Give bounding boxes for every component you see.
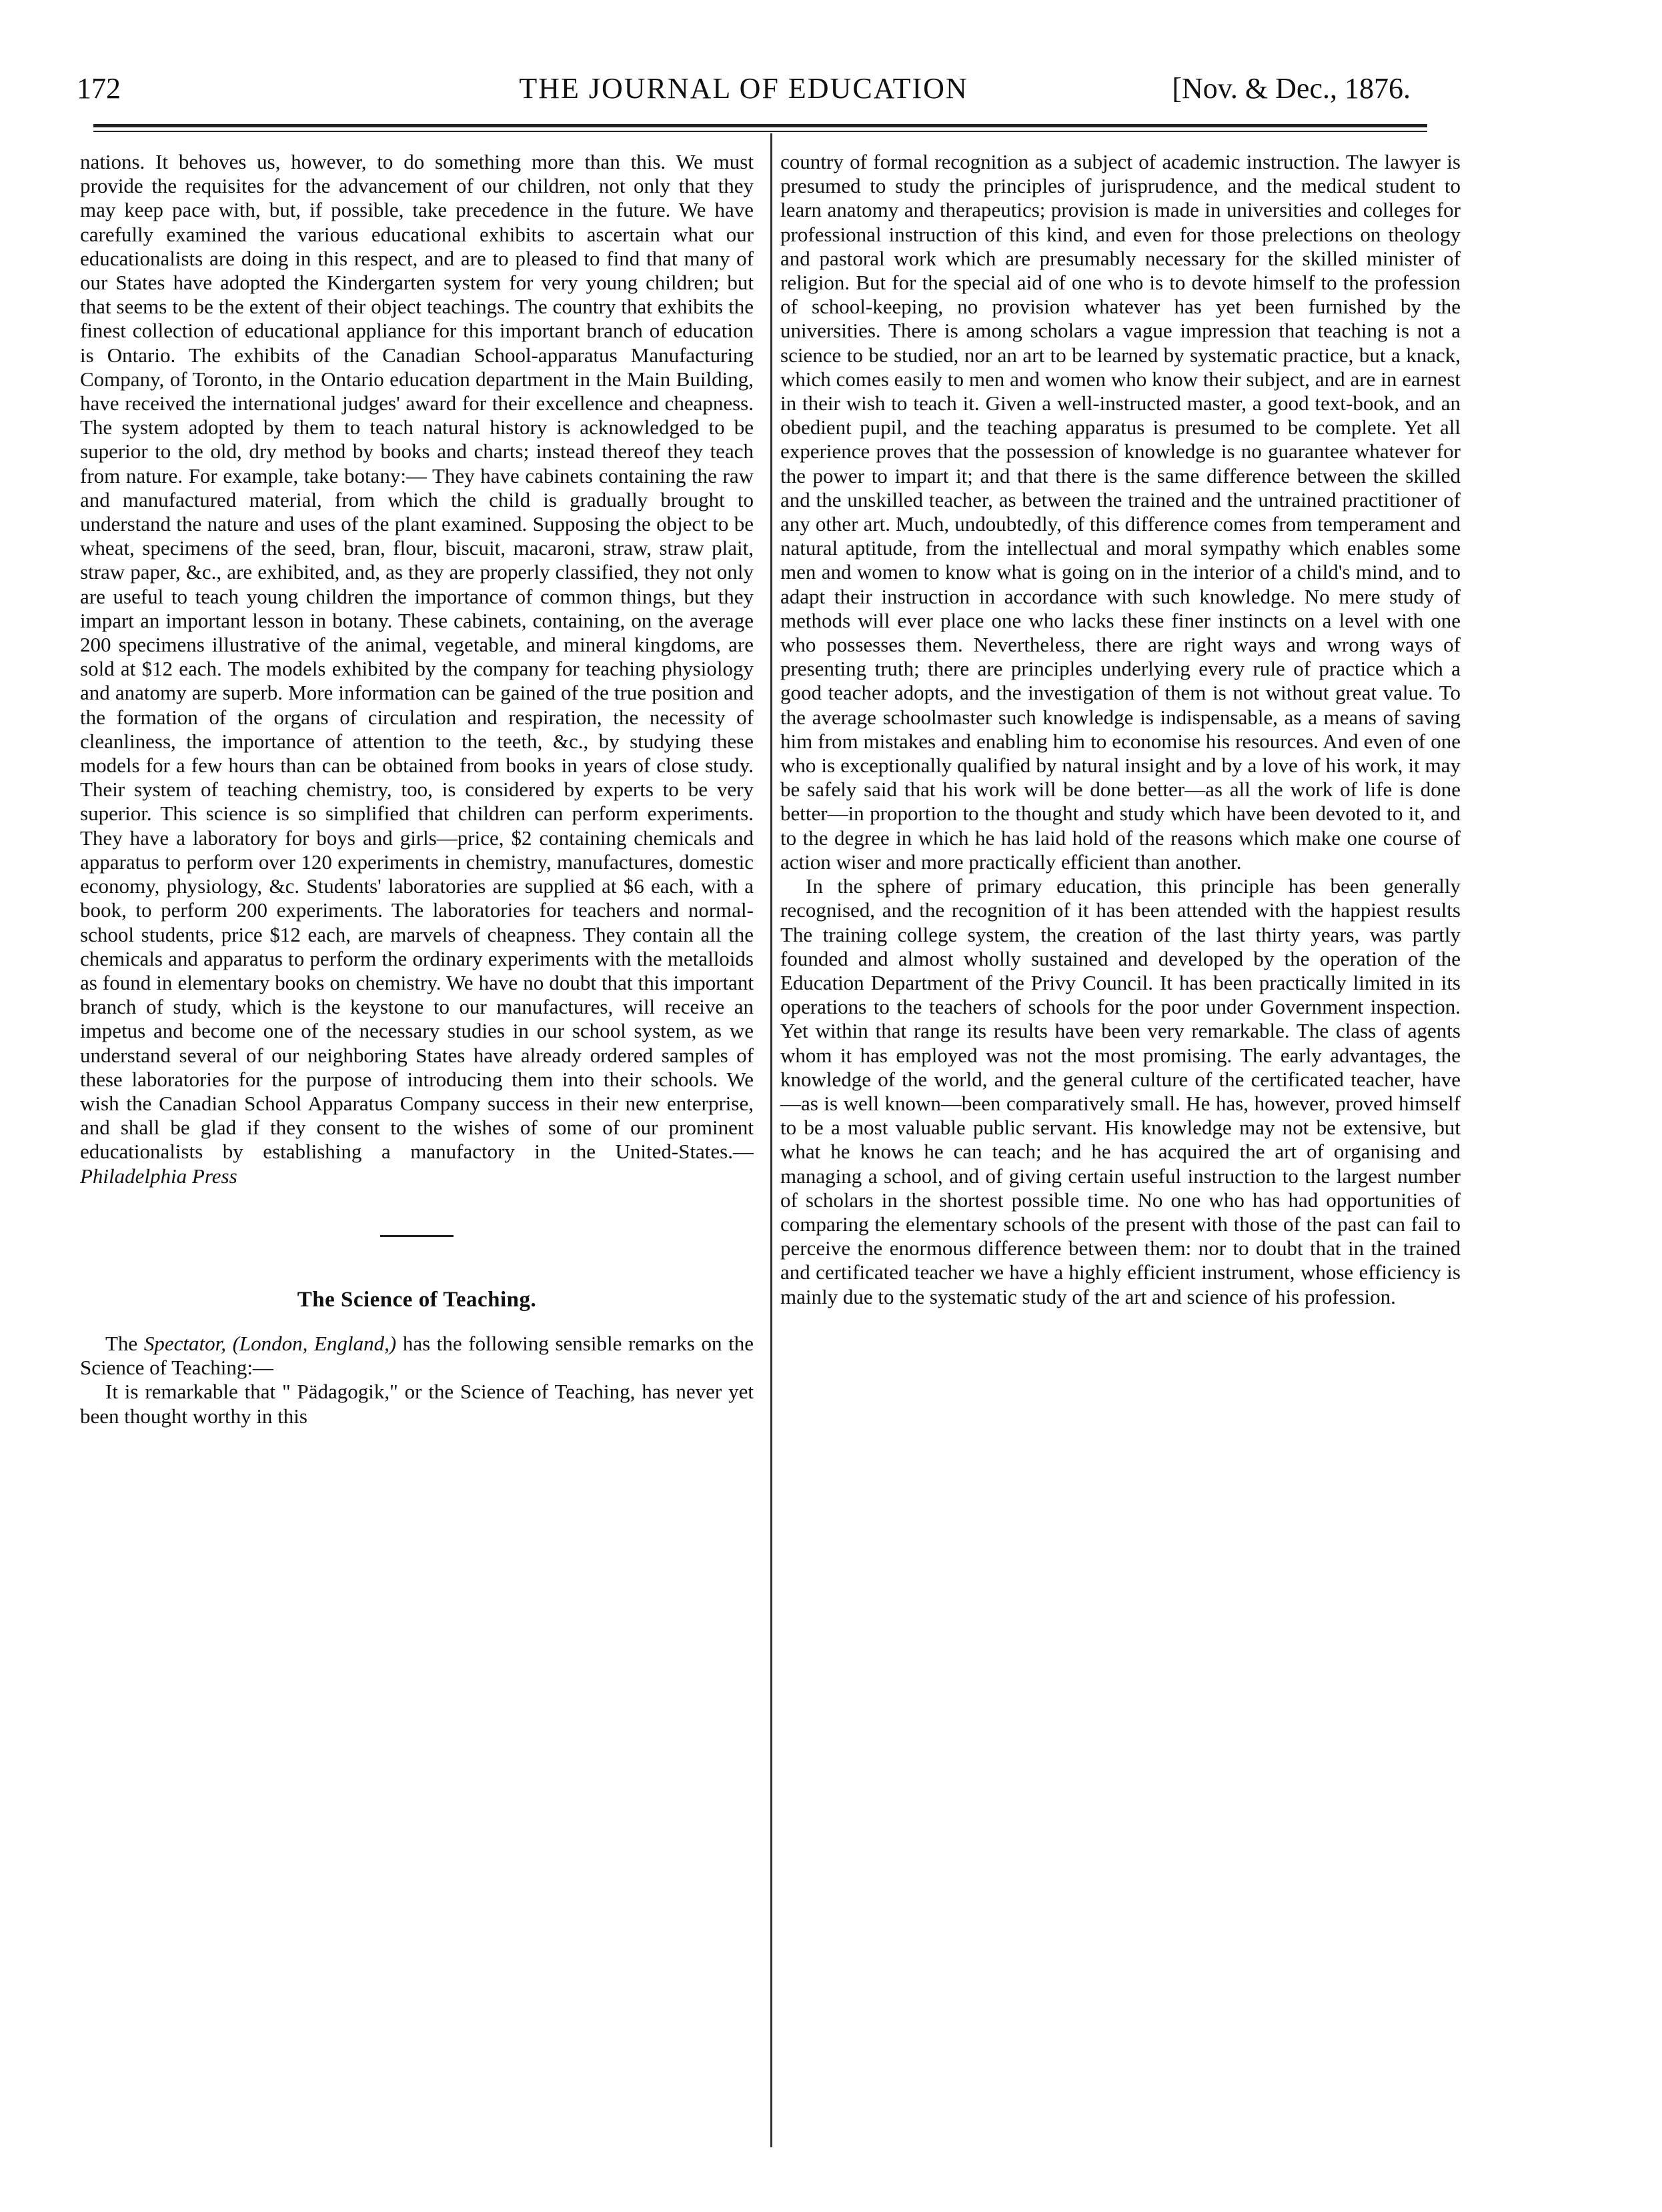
article2-paragraph-cont: country of formal recognition as a subject of academic instruction. The lawyer is presumed to study the principles of jurisprudence, and the medical student to learn anatomy and therapeutics; provision is made in universities and colleges for professional instruction of this kind, and even for those prelections on theology and pastoral work which are presumably necessary for the skilled minister of religion. But for the special aid of one who is to devote himself to the profession of school-keeping, no provision whatever has yet been furnished by the universities. There is among scholars a vague impression that teaching is not a science to be studied, nor an art to be learned by systematic practice, but a knack, which comes easily to men and women who know their subject, and are in earnest in their wish to teach it. Given a well-instructed master, a good text-book, and an obedient pupil, and the teaching apparatus is presumed to be complete. Yet all experience proves that the possession of knowledge is no guarantee whatever for the power to impart it; and that there is the same difference between the skilled and the unskilled teacher, as between the trained and the untrained practitioner of any other art. Much, undoubtedly, of this difference comes from temperament and natural aptitude, from the intellectual and moral sympathy which enables some men and women to know what is going on in the interior of a child's mind, and to adapt their instruction in accordance with such knowledge. No mere study of methods will ever place one who lacks these finer instincts on a level with one who possesses them. Nevertheless, there are right ways and wrong ways of presenting truth; there are principles underlying every rule of practice which a good teacher adopts, and the investigation of them is not without great value. To the average schoolmaster such knowledge is indispensable, as a means of saving him from mistakes and enabling him to economise his resources. And even of one who is exceptionally qualified by natural insight and by a love of his work, it may be safely said that his work will be done better—as all the work of life is done better—in proportion to the thought and study which have been devoted to it, and to the degree in which he has laid hold of the reasons which make one course of action wiser and more practically efficient than another. bbox=[780, 150, 1461, 874]
article2-paragraph-2: In the sphere of primary education, this principle has been generally recognised, and the recognition of it has been attended with the happiest results The training college system, the creation of the last thirty years, was partly founded and almost wholly sustained and developed by the operation of the Education Department of the Privy Council. It has been practically limited in its operations to the teachers of schools for the poor under Government inspection. Yet within that range its results have been very remarkable. The class of agents whom it has employed was not the most promising. The early advantages, the knowledge of the world, and the general culture of the certificated teacher, have—as is well known—been comparatively small. He has, however, proved himself to be a most valuable public servant. His knowledge may not be extensive, but what he knows he can teach; and he has acquired the art of organising and managing a school, and of giving certain useful instruction to the largest number of scholars in the shortest possible time. No one who has had opportunities of comparing the elementary schools of the present with those of the past can fail to perceive the enormous difference between them: nor to doubt that in the trained and certificated teacher we have a highly efficient instrument, whose efficiency is mainly due to the systematic study of the art and science of his profession. bbox=[780, 874, 1461, 1308]
article1-paragraph bbox=[80, 150, 754, 1188]
page-header bbox=[77, 65, 1411, 112]
article1-text: nations. It behoves us, however, to do something more than this. We must provide the requisites for the advancement of our children, not only that they may keep pace with, but, if possible, take precedence in the future. We have carefully examined the various educational exhibits to ascertain what our educationalists are doing in this respect, and are to pleased to find that many of our States have adopted the Kindergarten system for very young children; but that seems to be the extent of their object teachings. The country that exhibits the finest collection of educational appliance for this important branch of education is Ontario. The exhibits of the Canadian School-apparatus Manufacturing Company, of Toronto, in the Ontario education department in the Main Building, have received the international judges' award for their excellence and cheapness. The system adopted by them to teach natural history is acknowledged to be superior to the old, dry method by books and charts; instead thereof they teach from nature. For example, take botany:— They have cabinets containing the raw and manufactured material, from which the child is gradually brought to understand the nature and uses of the plant examined. Supposing the object to be wheat, specimens of the seed, bran, flour, biscuit, macaroni, straw, straw plait, straw paper, &c., are exhibited, and, as they are properly classified, they not only are useful to teach young children the importance of common things, but they impart an important lesson in botany. These cabinets, containing, on the average 200 specimens illustrative of the animal, vegetable, and mineral kingdoms, are sold at $12 each. The models exhibited by the company for teaching physiology and anatomy are superb. More information can be gained of the true position and the formation of the organs of circulation and respiration, the necessity of cleanliness, the importance of attention to the teeth, &c., by studying these models for a few hours than can be obtained from books in years of close study. Their system of teaching chemistry, too, is considered by experts to be very superior. This science is so simplified that children can perform experiments. They have a laboratory for boys and girls—price, $2 containing chemicals and apparatus to perform over 120 experiments in chemistry, manufactures, domestic economy, physiology, &c. Students' laboratories are supplied at $6 each, with a book, to perform 200 experiments. The laboratories for teachers and normal-school students, price $12 each, are marvels of cheapness. They contain all the chemicals and apparatus to perform the ordinary experiments with the metalloids as found in elementary books on chemistry. We have no doubt that this important branch of study, which is the keystone to our manufactures, will receive an impetus and become one of the necessary studies in our school system, as we understand several of our neighboring States have already ordered samples of these laboratories for the purpose of introducing them into their schools. We wish the Canadian School Apparatus Company success in their new enterprise, and shall be glad if they consent to the wishes of some of our prominent educationalists by establishing a manufactory in the United-States.— bbox=[80, 150, 754, 1164]
article2-paragraph-start: It is remarkable that " Pädagogik," or the Science of Teaching, has never yet been thought worthy in this bbox=[80, 1380, 754, 1428]
issue-date: [Nov. & Dec., 1876. bbox=[1172, 72, 1411, 105]
article1-credit: Philadelphia Press bbox=[80, 1164, 237, 1188]
section-separator bbox=[380, 1235, 454, 1237]
header-rule-thin bbox=[93, 131, 1427, 132]
page-number: 172 bbox=[77, 72, 121, 105]
journal-title: THE JOURNAL OF EDUCATION bbox=[519, 72, 968, 105]
column-divider bbox=[770, 133, 772, 2147]
right-column bbox=[780, 150, 1461, 1309]
article2-intro bbox=[80, 1332, 754, 1380]
article2-title: The Science of Teaching. bbox=[297, 1287, 537, 1312]
article2-intro-source: Spectator, (London, England,) bbox=[143, 1331, 397, 1355]
article2-intro-pre: The bbox=[105, 1331, 144, 1355]
left-column bbox=[80, 150, 754, 1428]
article2-intro-post: has the following sensible remarks on the Science of Teaching:— bbox=[80, 1331, 754, 1380]
header-rule-thick bbox=[93, 124, 1427, 127]
